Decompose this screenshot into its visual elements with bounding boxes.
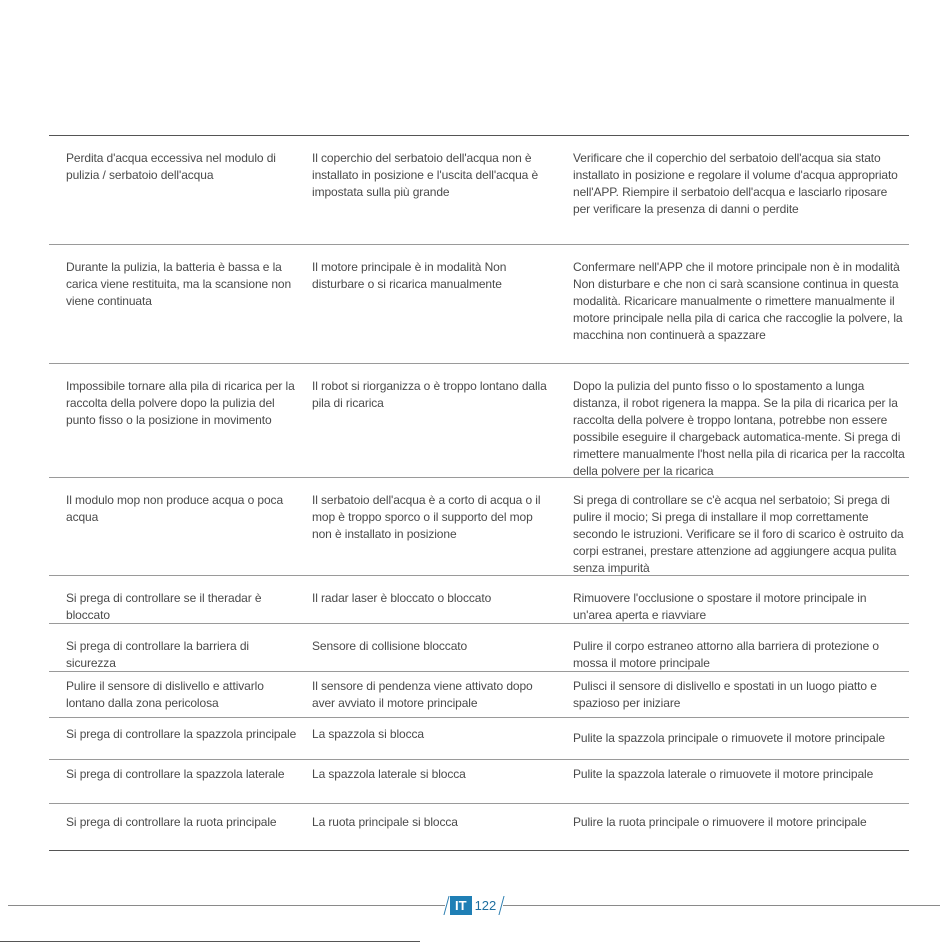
solution-cell: Pulite la spazzola principale o rimuovete il motore principale [573,731,885,745]
solution-cell: Confermare nell'APP che il motore principale non è in modalità Non disturbare e che non ci sarà scansione continua in questa modalità. Ricaricare manualmente o rimettere manualmente il motore principale nella pila di carica che raccoglie la polvere, la macchina non continuerà a spazzare [573,260,903,342]
cause-cell: La ruota principale si blocca [312,815,458,829]
solution-cell: Pulite la spazzola laterale o rimuovete il motore principale [573,767,874,781]
solution-cell: Dopo la pulizia del punto fisso o lo spostamento a lunga distanza, il robot rigenera la mappa. Se la pila di ricarica per la raccolta della polvere è troppo lontana, potrebbe non essere possibile eseguire il chargeback automatica-mente. Si prega di rimettere manualmente l'host nella pila di ricarica per la raccolta della polvere per la ricarica [573,379,905,478]
language-label: IT [450,896,472,915]
cause-cell: La spazzola laterale si blocca [312,767,466,781]
slash-decoration [444,896,450,915]
cause-cell: La spazzola si blocca [312,727,424,741]
table-row [49,717,909,759]
cause-cell: Il sensore di pendenza viene attivato dopo aver avviato il motore principale [312,679,533,710]
page-number: 122 [474,898,497,913]
problem-cell: Si prega di controllare se il theradar è bloccato [66,591,262,622]
problem-cell: Si prega di controllare la spazzola laterale [66,767,285,781]
table-row [49,363,909,477]
problem-cell: Il modulo mop non produce acqua o poca acqua [66,493,284,524]
problem-cell: Si prega di controllare la ruota principale [66,815,277,829]
problem-cell: Perdita d'acqua eccessiva nel modulo di pulizia / serbatoio dell'acqua [66,151,276,182]
problem-cell: Impossibile tornare alla pila di ricarica per la raccolta della polvere dopo la pulizia del punto fisso o la posizione in movimento [66,379,295,427]
page-badge [444,896,505,915]
table-row [49,477,909,575]
footer-divider-right [503,905,940,906]
table-row [49,136,909,244]
table-row [49,803,909,850]
cause-cell: Il motore principale è in modalità Non disturbare o si ricarica manualmente [312,260,507,291]
table-row [49,759,909,803]
solution-cell: Pulire il corpo estraneo attorno alla barriera di protezione o mossa il motore principale [573,639,879,670]
problem-cell: Si prega di controllare la spazzola principale [66,727,297,741]
problem-cell: Pulire il sensore di dislivello e attivarlo lontano dalla zona pericolosa [66,679,264,710]
cause-cell: Il coperchio del serbatoio dell'acqua non è installato in posizione e l'uscita dell'acqua è impostata sulla più grande [312,151,539,199]
bottom-edge-rule [0,941,420,942]
slash-decoration [499,896,505,915]
problem-cell: Durante la pulizia, la batteria è bassa e la carica viene restituita, ma la scansione non viene continuata [66,260,292,308]
solution-cell: Pulisci il sensore di dislivello e spostati in un luogo piatto e spazioso per iniziare [573,679,877,710]
solution-cell: Pulire la ruota principale o rimuovere il motore principale [573,815,867,829]
solution-cell: Si prega di controllare se c'è acqua nel serbatoio; Si prega di pulire il mocio; Si prega di installare il mop correttamente secondo le istruzioni. Verificare se il foro di scarico è ostruito da corpi estranei, prestare attenzione ad aggiungere acqua pulita senza impurità [573,493,904,575]
solution-cell: Rimuovere l'occlusione o spostare il motore principale in un'area aperta e riavviare [573,591,867,622]
problem-cell: Si prega di controllare la barriera di sicurezza [66,639,249,670]
cause-cell: Il radar laser è bloccato o bloccato [312,591,492,605]
table-row [49,623,909,671]
cause-cell: Il serbatoio dell'acqua è a corto di acqua o il mop è troppo sporco o il supporto del mop non è installato in posizione [312,493,541,541]
footer-divider-left [8,905,445,906]
cause-cell: Sensore di collisione bloccato [312,639,468,653]
table-row [49,575,909,623]
table-row [49,671,909,717]
table-row [49,244,909,363]
cause-cell: Il robot si riorganizza o è troppo lontano dalla pila di ricarica [312,379,547,410]
solution-cell: Verificare che il coperchio del serbatoio dell'acqua sia stato installato in posizione e regolare il volume d'acqua appropriato nell'APP. Riempire il serbatoio dell'acqua e lasciarlo riposare per verificare la presenza di danni o perdite [573,151,898,216]
troubleshooting-table [49,135,909,851]
